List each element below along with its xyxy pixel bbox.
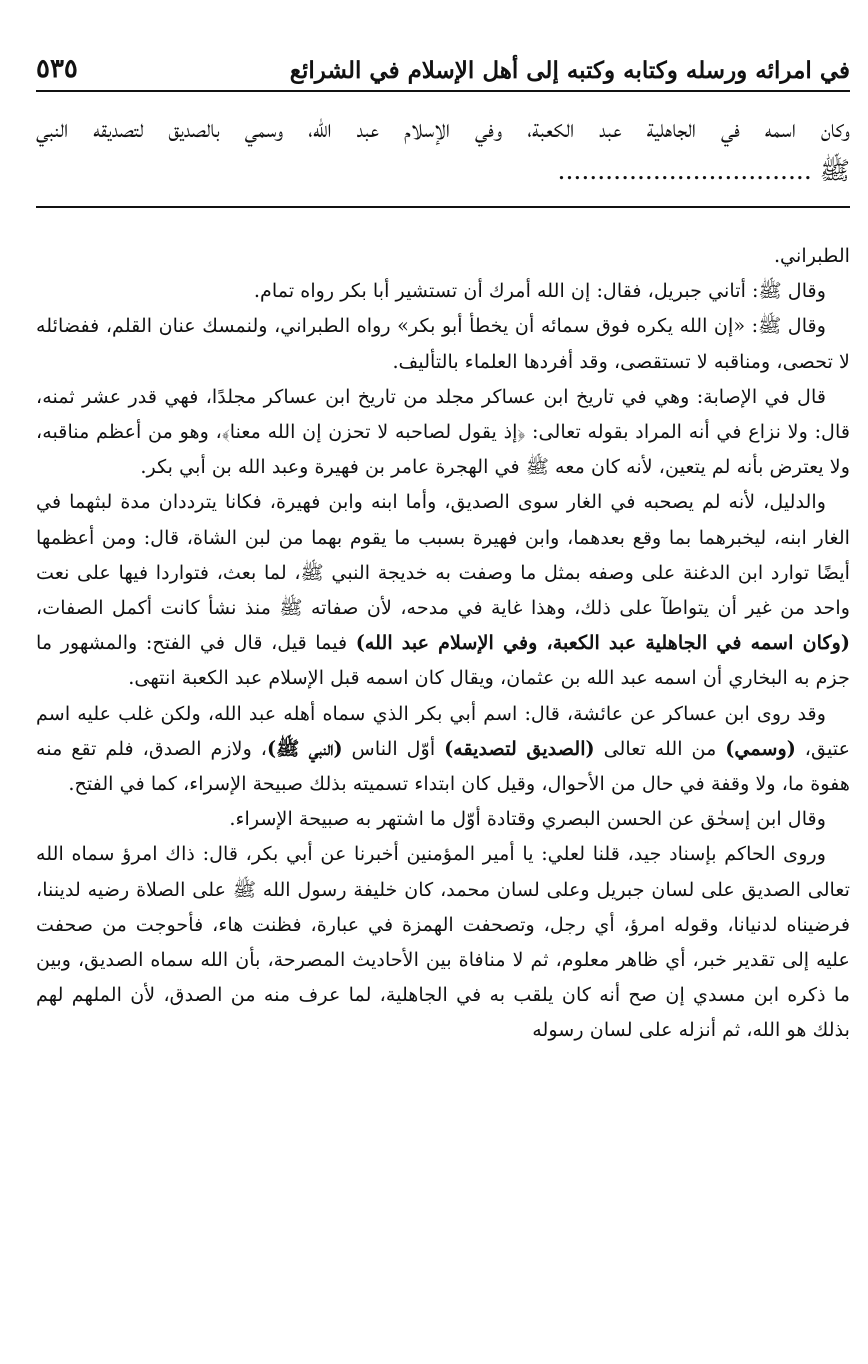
paragraph-6-text-g: ولازم الصدق، فلم تقع منه هفوة ما، ولا وقفة في حال من الأحوال، وقيل كان ابتداء تسميته بذلك صبيحة الإسراء، كما في الفتح. [36,736,850,796]
paragraph-6-text-c: من الله تعالى [603,736,717,760]
commentary-paragraph-7: وقال ابن إسحٰق عن الحسن البصري وقتادة أوّل ما اشتهر به صبيحة الإسراء. [229,807,826,831]
paragraph-5-text-c: فيما قيل، قال في الفتح: والمشهور ما جزم به البخاري أن اسمه عبد الله بن عثمان، ويقال كان اسمه قبل الإسلام عبد الكعبة انتهى. [36,631,850,690]
commentary-paragraph-8: وروى الحاكم بإسناد جيد، قلنا لعلي: يا أمير المؤمنين أخبرنا عن أبي بكر، قال: ذاك امرؤ سماه الله تعالى الصديق على لسان جبريل وعلى لسان محمد، كان خليفة رسول الله ﷺ على الصلاة رضيه لديننا، فرضيناه لدنيانا، وقوله امرؤ، أي رجل، وتصحفت الهمزة في عبارة، فظنت هاء، فأحوجت من صحفت عليه إلى تقدير خبر، أي ظاهر معلوم، ثم لا منافاة بين الأحاديث المصرحة، بأن الله سماه الصديق، وبين ما ذكره ابن مسدي إن صح أنه كان يلقب به في الجاهلية، لما عرف منه من الصدق، لأن الملهم لهم بذلك هو الله، ثم أنزله على لسان رسوله [36,842,850,1042]
main-text-dots: ................................ [557,156,812,185]
main-text-paragraph [36,108,850,192]
paragraph-5-quote: (وكان اسمه في الجاهلية عبد الكعبة، وفي الإسلام عبد الله) [355,631,850,655]
page-header [36,44,850,92]
paragraph-6-text-e: أوّل الناس [351,736,436,760]
paragraph-6-quote-b: (الصديق لتصديقه) [444,736,595,760]
commentary [36,238,850,1048]
paragraph-6-text-a: وقد روى ابن عساكر عن عائشة، قال: اسم أبي بكر الذي سماه أهله عبد الله، ولكن غلب عليه اسم عتيق، [36,701,851,760]
paragraph-6-quote-c: (النبي ﷺ) [266,736,343,760]
running-title: في امرائه ورسله وكتابه وكتبه إلى أهل الإسلام في الشرائع [289,57,850,84]
main-text-content: وكان اسمه في الجاهلية عبد الكعبة، وفي الإسلام عبد الله، وسمي بالصديق لتصديقه النبي ﷺ [36,114,850,185]
paragraph-5-text-a: والدليل، لأنه لم يصحبه في الغار سوى الصديق، وأما ابنه وابن فهيرة، فكانا يترددان مدة لبثهما في الغار ابنه، ليخبرهما بما وقع بعدهما، وابن فهيرة بسبب ما يقوم بهما من لبن الشاة، قال: ومن أعظمها أيضًا توارد ابن الدغنة على وصفه بمثل ما وصفت به خديجة النبي ﷺ، لما بعث، فتواردا فيها على نعت واحد من غير أن يتواطآ على ذلك، وهذا غاية في مدحه، لأن صفاته ﷺ منذ نشأ كانت أكمل الصفات، [36,490,850,620]
paragraph-6-quote-a: (وسمي) [725,736,796,760]
commentary-paragraph-3: وقال ﷺ: «إن الله يكره فوق سمائه أن يخطأ أبو بكر» رواه الطبراني، ولنمسك عنان القلم، ففضائله لا تحصى، ومناقبه لا تستقصى، وقد أفردها العلماء بالتأليف. [36,314,850,373]
commentary-paragraph-5 [36,484,850,695]
commentary-paragraph-2: وقال ﷺ: أتاني جبريل، فقال: إن الله أمرك أن تستشير أبا بكر رواه تمام. [253,279,826,303]
commentary-paragraph-6: وقد روى ابن عساكر عن عائشة، قال: اسم أبي بكر الذي سماه أهله عبد الله، ولكن غلب عليه اسم عتيق، (وسمي) من الله تعالى (الصديق لتصديقه) أوّل الناس (النبي ﷺ)، ولازم الصدق، فلم تقع منه هفوة ما، ولا وقفة في حال من الأحوال، وقيل كان ابتداء تسميته بذلك صبيحة الإسراء، كما في الفتح. [36,701,851,796]
section-divider [36,206,850,208]
commentary-paragraph-1: الطبراني. [773,244,850,267]
main-text [36,108,850,192]
commentary-paragraph-4: قال في الإصابة: وهي في تاريخ ابن عساكر مجلد من تاريخ ابن عساكر مجلدًا، فهي قدر عشر ثمنه، قال: ولا نزاع في أنه المراد بقوله تعالى: ﴿إذ يقول لصاحبه لا تحزن إن الله معنا﴾، وهو من أعظم مناقبه، ولا يعترض بأنه لم يتعين، لأنه كان معه ﷺ في الهجرة عامر بن فهيرة وعبد الله بن أبي بكر. [36,384,850,479]
page-number: ٥٣٥ [36,54,78,84]
